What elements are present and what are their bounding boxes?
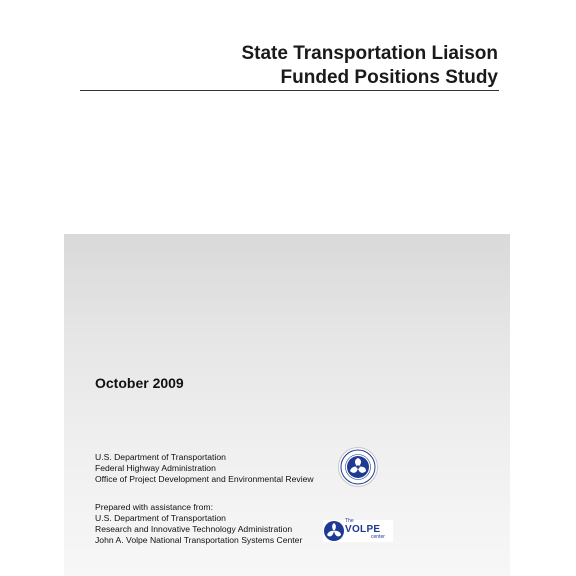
volpe-word: VOLPE — [345, 524, 381, 535]
volpe-mark-icon — [323, 520, 345, 542]
sponsor-line: Federal Highway Administration — [95, 463, 216, 473]
title-rule — [80, 90, 499, 91]
sponsor-line: U.S. Department of Transportation — [95, 452, 226, 462]
title-line-2: Funded Positions Study — [280, 67, 498, 88]
prepared-line: U.S. Department of Transportation — [95, 513, 226, 523]
dot-seal-graphic — [339, 448, 377, 486]
prepared-line: Research and Innovative Technology Administration — [95, 524, 293, 534]
volpe-the-text: The — [345, 518, 354, 524]
dot-seal-icon — [338, 447, 378, 487]
report-title — [58, 42, 498, 90]
volpe-center-text: center — [371, 534, 385, 540]
prepared-line: John A. Volpe National Transportation Systems Center — [95, 535, 303, 545]
prepared-block — [95, 502, 302, 546]
sponsor-line: Office of Project Development and Environmental Review — [95, 474, 314, 484]
sponsor-block — [95, 452, 314, 485]
volpe-logo — [323, 520, 393, 542]
report-date: October 2009 — [95, 375, 184, 391]
title-line-1: State Transportation Liaison — [241, 43, 498, 64]
prepared-line: Prepared with assistance from: — [95, 502, 213, 512]
